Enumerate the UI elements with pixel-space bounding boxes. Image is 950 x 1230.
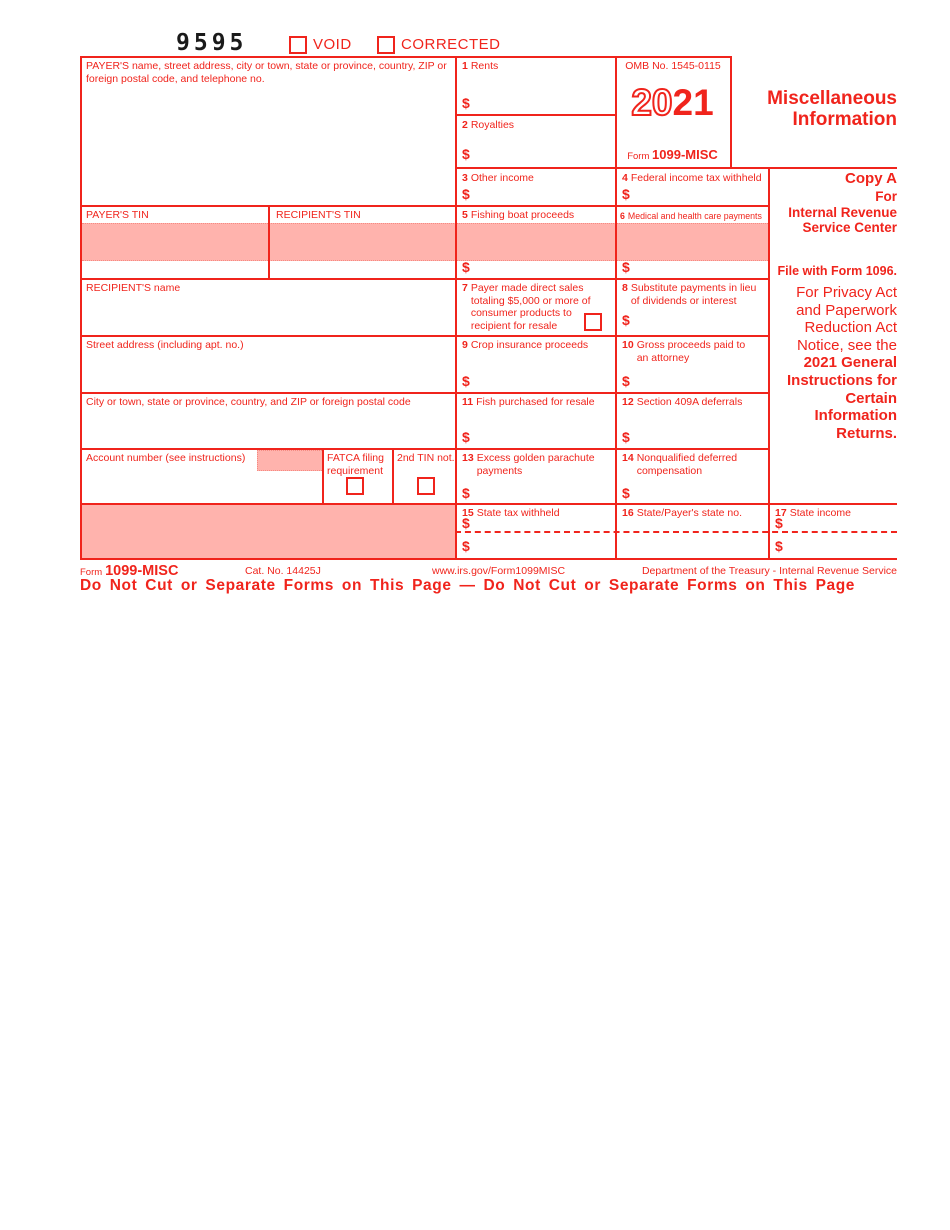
- box7-checkbox[interactable]: [584, 313, 602, 331]
- form-number-header: Form 1099-MISC: [627, 147, 718, 162]
- footer-form-number: Form 1099-MISC: [80, 563, 179, 579]
- second-tin-label: 2nd TIN not.: [397, 452, 455, 464]
- box15-dollar-sign-2: $: [462, 538, 470, 554]
- copy-a-for-text: For Internal Revenue Service Center: [788, 189, 897, 235]
- box17-dollar-sign-1: $: [775, 515, 783, 531]
- payer-name-label: PAYER'S name, street address, city or town, state or province, country, ZIP or foreign postal code, and telephone no.: [86, 60, 447, 85]
- divider: [455, 114, 617, 116]
- box11-label: 11 Fish purchased for resale: [462, 396, 595, 408]
- fatca-checkbox[interactable]: [346, 477, 364, 495]
- box6-label: 6 Medical and health care payments: [620, 211, 762, 221]
- box11-dollar-sign: $: [462, 429, 470, 445]
- void-label: VOID: [313, 36, 352, 53]
- box2-dollar-sign: $: [462, 146, 470, 162]
- void-checkbox[interactable]: [289, 36, 307, 54]
- privacy-act-notice: For Privacy Act and Paperwork Reduction Act Notice, see the 2021 General Instructions for Certain Information Returns.: [786, 284, 897, 442]
- city-label: City or town, state or province, country, and ZIP or foreign postal code: [86, 396, 411, 408]
- box8-label: 8 Substitute payments in lieu of dividends or interest: [622, 282, 757, 307]
- fatca-label: FATCA filing requirement: [327, 452, 384, 477]
- recipient-tin-label: RECIPIENT'S TIN: [276, 209, 361, 221]
- payer-tin-entry[interactable]: [82, 222, 266, 260]
- box5-label: 5 Fishing boat proceeds: [462, 209, 575, 221]
- payer-tin-label: PAYER'S TIN: [86, 209, 149, 221]
- footer-irs-url: www.irs.gov/Form1099MISC: [432, 565, 566, 577]
- box11-fish-entry[interactable]: [483, 427, 613, 446]
- payer-name-entry[interactable]: [82, 86, 453, 203]
- account-number-label: Account number (see instructions): [86, 452, 246, 464]
- account-number-entry[interactable]: [82, 470, 320, 501]
- box1-rents-entry[interactable]: [457, 78, 613, 112]
- state-row-dashed-divider: [455, 531, 897, 533]
- divider: [392, 448, 394, 503]
- divider: [455, 56, 457, 560]
- corrected-label: CORRECTED: [401, 36, 501, 53]
- box5-dollar-sign: $: [462, 259, 470, 275]
- divider: [80, 392, 770, 394]
- box9-dollar-sign: $: [462, 373, 470, 389]
- box14-dollar-sign: $: [622, 485, 630, 501]
- divider: [80, 503, 897, 505]
- recipient-tin-entry[interactable]: [270, 222, 453, 260]
- box10-dollar-sign: $: [622, 373, 630, 389]
- divider: [80, 335, 770, 337]
- copy-a-label: Copy A: [845, 170, 897, 187]
- box15-label: 15 State tax withheld: [462, 507, 560, 519]
- box16-label: 16 State/Payer's state no.: [622, 507, 743, 519]
- file-with-1096-text: File with Form 1096.: [777, 264, 897, 278]
- box4-dollar-sign: $: [622, 186, 630, 202]
- divider: [322, 448, 324, 503]
- divider: [80, 448, 770, 450]
- box13-label: 13 Excess golden parachute payments: [462, 452, 595, 477]
- tax-year: 2021: [631, 82, 714, 123]
- city-entry[interactable]: [82, 410, 453, 446]
- box3-label: 3 Other income: [462, 172, 534, 184]
- box1-label: 1 Rents: [462, 60, 499, 72]
- box2-label: 2 Royalties: [462, 119, 515, 131]
- omb-number: OMB No. 1545-0115: [625, 60, 721, 72]
- form-code-number: 9595: [176, 30, 248, 56]
- box15-state-tax-entry-1[interactable]: [478, 510, 613, 530]
- account-entry-shading: [257, 450, 324, 471]
- bottom-left-shading: [82, 505, 455, 558]
- box8-dollar-sign: $: [622, 312, 630, 328]
- corrected-checkbox[interactable]: [377, 36, 395, 54]
- street-address-entry[interactable]: [82, 353, 453, 390]
- divider: [80, 205, 770, 207]
- box15-state-tax-entry-2[interactable]: [478, 535, 613, 556]
- divider: [80, 278, 770, 280]
- box2-royalties-entry[interactable]: [457, 133, 613, 165]
- do-not-cut-warning: Do Not Cut or Separate Forms on This Page — Do Not Cut or Separate Forms on This Page: [80, 577, 856, 594]
- box1-dollar-sign: $: [462, 95, 470, 111]
- box17-state-income-entry-2[interactable]: [791, 535, 895, 556]
- recipient-name-label: RECIPIENT'S name: [86, 282, 181, 294]
- box17-label: 17 State income: [775, 507, 851, 519]
- box9-crop-insurance-entry[interactable]: [478, 371, 613, 390]
- box17-dollar-sign-2: $: [775, 538, 783, 554]
- box3-other-income-entry[interactable]: [478, 184, 613, 203]
- second-tin-checkbox[interactable]: [417, 477, 435, 495]
- box14-label: 14 Nonqualified deferred compensation: [622, 452, 738, 477]
- footer-department: Department of the Treasury - Internal Revenue Service: [641, 565, 897, 577]
- box9-label: 9 Crop insurance proceeds: [462, 339, 589, 351]
- box7-label: 7 Payer made direct sales totaling $5,000 or more of consumer products to recipient for resale: [462, 282, 591, 332]
- box16-state-no-entry-1[interactable]: [619, 521, 766, 531]
- box13-dollar-sign: $: [462, 485, 470, 501]
- form-title: Miscellaneous Information: [767, 88, 897, 130]
- box10-label: 10 Gross proceeds paid to an attorney: [622, 339, 746, 364]
- box12-dollar-sign: $: [622, 429, 630, 445]
- divider: [455, 167, 897, 169]
- box6-dollar-sign: $: [622, 259, 630, 275]
- divider: [80, 56, 732, 58]
- box15-dollar-sign-1: $: [462, 515, 470, 531]
- box3-dollar-sign: $: [462, 186, 470, 202]
- box14-deferred-comp-entry[interactable]: [643, 483, 766, 502]
- divider: [80, 558, 897, 560]
- recipient-name-entry[interactable]: [82, 296, 453, 333]
- box17-state-income-entry-1[interactable]: [791, 510, 895, 530]
- divider: [615, 56, 617, 560]
- box16-state-no-entry-2[interactable]: [619, 535, 766, 556]
- box13-parachute-entry[interactable]: [483, 483, 613, 502]
- box4-label: 4 Federal income tax withheld: [622, 172, 762, 184]
- box12-label: 12 Section 409A deferrals: [622, 396, 743, 408]
- footer-cat-number: Cat. No. 14425J: [245, 565, 321, 577]
- box5-fishing-boat-entry[interactable]: [457, 222, 613, 260]
- street-address-label: Street address (including apt. no.): [86, 339, 244, 351]
